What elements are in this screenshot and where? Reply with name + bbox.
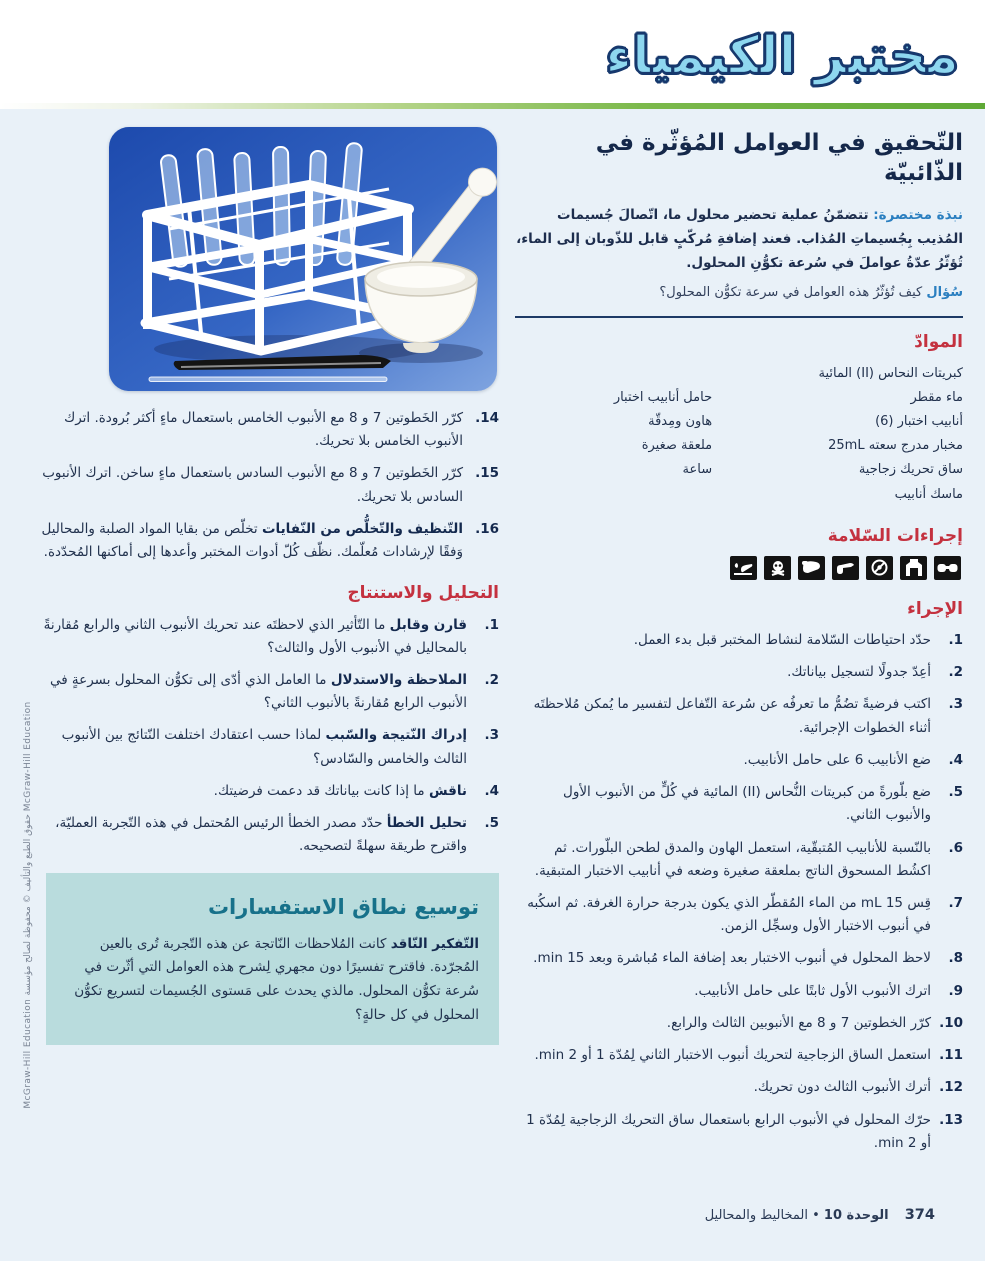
procedure-step <box>38 462 499 508</box>
prohibition-icon <box>866 556 893 580</box>
procedure-step <box>38 407 499 453</box>
page-content <box>0 109 985 1164</box>
step-number: 5. <box>948 784 963 801</box>
procedure-step <box>515 781 963 827</box>
procedure-step <box>515 1012 963 1035</box>
intro-text: تتضمّنُ عملية تحضير محلول ما، اتّصالَ جُسيمات المُذيب بِجُسيماتِ المُذاب. فعند إضافةِ مُركّبٍ قابل للذّوبان إلى الماء، تُؤثّرُ عدّةُ عواملَ في سُرعة تكوُّنِ المحلول. <box>516 206 963 272</box>
stirring-rod <box>149 377 387 382</box>
step-text: اكتب فرضيةً تضُمُّ ما تعرفُه عن سُرعة التّفاعل لتفسير ما يُمكن مُلاحظتَه أثناء الخطوات الإجرائية. <box>533 696 931 736</box>
analysis-heading: التحليل والاستنتاج <box>347 583 499 604</box>
procedure-step <box>38 518 499 564</box>
material-item: ساق تحريك زجاجية <box>858 462 963 478</box>
item-text: الملاحظة والاستدلال ما العامل الذي أدّى إلى تكوُّن المحلول بسرعةٍ في الأنبوب الرابع مُقارنةً بالأنبوب الثاني؟ <box>49 671 467 712</box>
materials-list <box>515 362 963 506</box>
material-item: حامل أنابيب اختبار <box>613 390 713 406</box>
apron-icon <box>900 556 927 580</box>
poison-icon <box>764 556 791 580</box>
analysis-list <box>38 614 499 859</box>
right-column <box>515 125 963 1164</box>
step-number: 8. <box>948 950 963 967</box>
question-label: سُؤال <box>926 284 963 300</box>
analysis-item <box>38 724 499 770</box>
inquiry-text: كانت المُلاحظات النّاتجة عن هذه التّجربة تُرى بالعين المُجرّدة. فاقترح تفسيرًا دون مجهري لِشرح هذه العوامل التي أثّرت في سُرعة تكوُّن المحلول. مالذي يحدث على مَستوى الجُسيمات لتسريع تكوُّن المحلول في كل حالةٍ؟ <box>74 935 479 1023</box>
item-number: 1. <box>484 616 499 633</box>
section-label: المخاليط والمحاليل <box>704 1208 808 1223</box>
navy-divider <box>515 316 963 318</box>
safety-heading: إجراءات السّلامة <box>827 525 963 546</box>
analysis-item <box>38 812 499 858</box>
procedure-step <box>515 980 963 1003</box>
material-item: ملعقة صغيرة <box>641 438 713 454</box>
item-text: تحليل الخطأ حدّد مصدر الخطأ الرئيس المُحتمل في هذه التّجربة العمليّة، واقترح طريقة سهلةً لتصحيحه. <box>55 815 467 855</box>
procedure-step <box>515 693 963 739</box>
copyright-sidebar-text: McGraw-Hill Education حقوق الطبع والتأليف © محفوظة لصالح مؤسسة McGraw-Hill Education <box>23 701 33 1109</box>
material-item: هاون ومِدقّة <box>648 414 713 430</box>
step-text: قِس 15 mL من الماء المُقطّر الذي يكون بدرجة حرارة الغرفة. ثم اسكُبه في أنبوب الاختبار الأول وسجِّل الزمن. <box>527 894 931 935</box>
step-text: ضع الأنابيب 6 على حامل الأنابيب. <box>743 751 931 768</box>
procedure-heading: الإجراء <box>907 598 963 619</box>
step-text: حدّد احتياطات السّلامة لنشاط المختبر قبل بدء العمل. <box>633 632 931 649</box>
left-column <box>38 125 499 1164</box>
lab-equipment-photo <box>109 127 497 391</box>
step-number: 2. <box>948 664 963 681</box>
step-number: 4. <box>948 751 963 768</box>
step-text: اترك الأنبوب الأول ثابتًا على حامل الأنابيب. <box>694 982 931 999</box>
analysis-item <box>38 614 499 660</box>
step-number: 14. <box>475 410 499 426</box>
gloves-icon <box>798 556 825 580</box>
step-text: كرّر الخَطوتين 7 و 8 مع الأنبوب السادس باستعمال ماءٍ ساخن. اترك الأنبوب السادس بلا تحريك. <box>42 465 463 505</box>
inquiry-paragraph <box>62 933 479 1028</box>
intro-paragraph <box>515 203 963 276</box>
materials-col2 <box>515 386 712 506</box>
step-number: 16. <box>475 520 499 537</box>
step-text: ضع بلّورةً من كبريتات النُّحاس (II) المائية في كُلٍّ من الأنبوب الأول والأنبوب الثاني. <box>563 784 931 824</box>
step-text: لاحظ المحلول في أنبوب الاختبار بعد إضافة الماء مُباشرة وبعد 15 min. <box>533 950 931 967</box>
inquiry-heading: توسيع نطاق الاستفسارات <box>207 894 479 919</box>
step-text: أعِدّ جدولًا لتسجيل بياناتك. <box>787 664 931 681</box>
step-number: 15. <box>475 465 499 482</box>
continued-steps-list <box>38 407 499 564</box>
safety-icons-row <box>515 556 961 580</box>
procedure-step <box>515 892 963 938</box>
step-text: كرّر الخَطوتين 7 و 8 مع الأنبوب الخامس باستعمال ماءٍ أكثر بُرودة. اترك الأنبوب الخامس بلا تحريك. <box>64 410 463 450</box>
step-text: أترك الأنبوب الثالث دون تحريك. <box>753 1079 931 1096</box>
step-number: 13. <box>939 1111 963 1128</box>
hand-safety-icon <box>832 556 859 580</box>
step-number: 9. <box>948 982 963 999</box>
procedure-step <box>515 947 963 970</box>
step-number: 11. <box>939 1047 963 1064</box>
analysis-item <box>38 780 499 803</box>
item-text: قارن وقابل ما التّأثير الذي لاحظتَه عند تحريك الأنبوب الثاني والرابع مُقارنةً بالمحاليل في الأنبوب الأول والثالث؟ <box>43 616 467 656</box>
page-title: مختبر الكيمياء <box>605 25 959 86</box>
analysis-item <box>38 669 499 715</box>
question-text: كيف تُؤثّرُ هذه العوامل في سرعة تكوُّن المحلول؟ <box>659 284 923 300</box>
procedure-step <box>515 749 963 772</box>
page-footer <box>705 1207 935 1223</box>
step-number: 7. <box>948 894 963 911</box>
step-number: 12. <box>939 1079 963 1096</box>
material-item: ماسك أنابيب <box>894 486 963 502</box>
material-item: ساعة <box>682 462 713 478</box>
material-item: مخبار مدرج سعته 25mL <box>828 438 963 454</box>
step-text: حرّك المحلول في الأنبوب الرابع باستعمال ساق التحريك الزجاجية لِمُدّة 1 أو 2 min. <box>526 1111 931 1151</box>
step-text: استعمل الساق الزجاجية لتحريك أنبوب الاختبار الثاني لِمُدّة 1 أو 2 min. <box>534 1047 931 1064</box>
materials-col1 <box>712 362 963 506</box>
procedure-step <box>515 1076 963 1099</box>
inquiry-extension-box <box>46 873 499 1046</box>
step-text: بالنّسبة للأنابيب المُتبقّية، استعمل الهاون والمدق لطحن البلّورات. ثم اكشُط المسحوق الناتج بملعقة صغيرة وضعه في أنابيب الاختبار المتبقية. <box>534 839 931 879</box>
material-item: ماء مقطر <box>910 390 963 406</box>
critical-thinking-label: التّفكير النّاقد <box>390 935 479 952</box>
question-line <box>515 282 963 304</box>
procedure-list <box>515 629 963 1155</box>
material-item: أنابيب اختبار (6) <box>875 414 963 430</box>
item-number: 2. <box>484 671 499 688</box>
item-text: إدراك النّتيجة والسّبب لماذا حسب اعتقادك اختلفت النّتائج بين الأنبوب الثالث والخامس والسّادس؟ <box>61 727 467 767</box>
intro-label: نبذة مختصرة: <box>873 206 963 223</box>
procedure-step <box>515 661 963 684</box>
disposal-icon <box>730 556 757 580</box>
item-number: 3. <box>484 727 499 744</box>
unit-label: الوحدة 10 <box>823 1208 889 1223</box>
step-number: 10. <box>939 1014 963 1031</box>
material-item: كبريتات النحاس (II) المائية <box>818 366 963 382</box>
materials-heading: الموادّ <box>914 332 963 353</box>
item-number: 5. <box>484 815 499 832</box>
item-text: ناقش ما إذا كانت بياناتك قد دعمت فرضيتك. <box>213 782 467 799</box>
item-number: 4. <box>484 782 499 799</box>
procedure-step <box>515 837 963 883</box>
lab-title: التّحقيق في العوامل المُؤثّرة في الذّائبيّة <box>595 130 963 186</box>
step-number: 3. <box>948 696 963 713</box>
step-text: كرّر الخطوتين 7 و 8 مع الأنبوبين الثالث والرابع. <box>666 1014 931 1031</box>
step-number: 1. <box>948 632 963 649</box>
procedure-step <box>515 629 963 652</box>
page-number: 374 <box>904 1207 935 1223</box>
footer-bullet: • <box>812 1208 820 1223</box>
goggles-icon <box>934 556 961 580</box>
page-banner <box>0 0 985 103</box>
step-number: 6. <box>948 839 963 856</box>
procedure-step <box>515 1109 963 1155</box>
step-text: التّنظيف والتّخلُّص من النّفايات تخلّص من بقايا المواد الصلبة والمحاليل وَفقًا لإرشادات مُعلّمك. نظّف كُلّ أدوات المختبر وأعدها إلى أماكنها المُحدّدة. <box>41 520 463 561</box>
procedure-step <box>515 1044 963 1067</box>
